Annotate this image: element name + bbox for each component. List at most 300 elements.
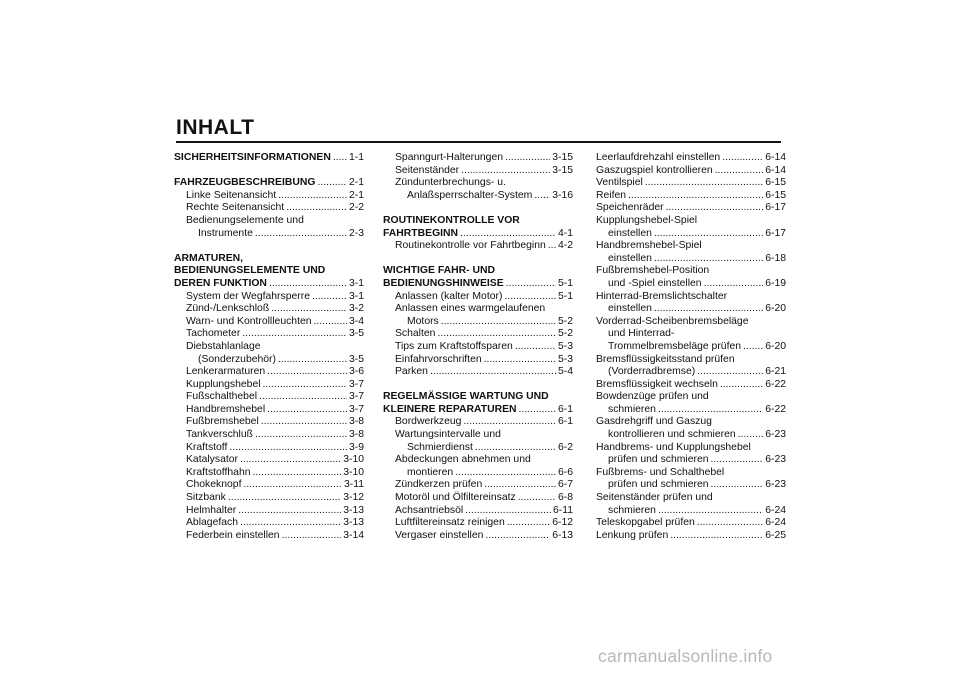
dot-leader — [314, 316, 347, 329]
toc-page-number: 6-19 — [765, 277, 786, 289]
toc-entry[interactable] — [383, 416, 573, 429]
toc-entry-title: BEDIENUNGSELEMENTE UND — [174, 265, 326, 277]
toc-line — [174, 442, 364, 455]
toc-entry[interactable] — [383, 240, 573, 253]
toc-entry-title: Reifen — [596, 189, 627, 201]
toc-entry-title: Leerlaufdrehzahl einstellen — [596, 152, 721, 163]
toc-entry[interactable] — [596, 379, 786, 392]
toc-entry[interactable] — [383, 530, 573, 543]
toc-entry[interactable] — [383, 341, 573, 354]
dot-leader — [333, 152, 347, 165]
toc-line — [596, 265, 786, 278]
toc-line — [383, 391, 573, 404]
toc-entry[interactable] — [174, 328, 364, 341]
toc-page-number: 3-5 — [348, 353, 364, 365]
watermark: carmanualsonline.info — [598, 646, 773, 666]
toc-entry[interactable] — [383, 454, 573, 479]
toc-line — [174, 253, 364, 266]
dot-leader — [711, 454, 764, 467]
toc-page-number: 6-21 — [765, 366, 786, 378]
toc-line — [596, 354, 786, 367]
toc-entry-title: Lenkerarmaturen — [186, 366, 266, 378]
toc-entry-title: Fußschalthebel — [186, 391, 258, 403]
toc-line — [174, 177, 364, 190]
toc-entry-title: DEREN FUNKTION — [174, 277, 267, 289]
dot-leader — [519, 404, 556, 417]
toc-entry[interactable] — [174, 341, 364, 366]
toc-page-number: 6-2 — [557, 441, 573, 453]
toc-entry-title: BEDIENUNGSHINWEISE — [383, 277, 504, 289]
toc-line — [174, 379, 364, 392]
toc-page-number: 3-13 — [343, 517, 364, 529]
toc-line — [596, 165, 786, 178]
toc-page-number: 2-1 — [348, 189, 364, 201]
toc-entry-title: Trommelbremsbeläge prüfen — [608, 340, 742, 352]
toc-entry[interactable] — [174, 366, 364, 379]
toc-line — [383, 517, 573, 530]
dot-leader — [286, 202, 347, 215]
toc-line — [596, 379, 786, 392]
toc-line — [383, 530, 573, 543]
dot-leader — [628, 190, 763, 203]
toc-entry-title: Bedienungselemente und — [186, 214, 304, 226]
toc-entry-title: REGELMÄSSIGE WARTUNG UND — [383, 391, 549, 403]
toc-entry-title: Tankverschluß — [186, 429, 253, 441]
dot-leader — [548, 240, 556, 253]
toc-entry-title: (Sonderzubehör) — [198, 353, 276, 365]
toc-line — [596, 391, 786, 404]
toc-page-number: 6-15 — [765, 189, 786, 201]
toc-line — [383, 429, 573, 442]
toc-line — [174, 454, 364, 467]
toc-entry[interactable] — [596, 530, 786, 543]
toc-page-number: 3-1 — [348, 277, 364, 289]
dot-leader — [645, 177, 763, 190]
toc-entry-title: Kupplungshebel-Spiel — [596, 214, 698, 226]
dot-leader — [504, 291, 556, 304]
dot-leader — [437, 328, 556, 341]
toc-column-2 — [383, 152, 573, 542]
dot-leader — [515, 341, 556, 354]
toc-entry[interactable] — [174, 517, 364, 530]
dot-leader — [269, 278, 347, 291]
toc-page-number: 5-1 — [557, 290, 573, 302]
toc-page-number: 3-7 — [348, 378, 364, 390]
toc-entry-title: Bremsflüssigkeitsstand prüfen — [596, 353, 735, 365]
toc-entry[interactable] — [174, 215, 364, 240]
toc-entry[interactable] — [596, 416, 786, 441]
toc-entry[interactable] — [174, 530, 364, 543]
dot-leader — [484, 479, 556, 492]
toc-page-number: 3-15 — [552, 164, 573, 176]
toc-line — [174, 479, 364, 492]
dot-leader — [238, 505, 341, 518]
toc-entry[interactable] — [174, 442, 364, 455]
toc-entry[interactable] — [383, 265, 573, 290]
toc-entry-title: FAHRTBEGINN — [383, 227, 459, 239]
toc-entry-title: Anlassen (kalter Motor) — [395, 290, 503, 302]
toc-entry-title: System der Wegfahrsperre — [186, 290, 310, 302]
toc-page-number: 5-2 — [557, 315, 573, 327]
toc-entry-title: Ventilspiel — [596, 177, 643, 189]
toc-entry[interactable] — [596, 354, 786, 379]
toc-entry-title: Sitzbank — [186, 492, 226, 504]
toc-page-number: 4-1 — [557, 227, 573, 239]
toc-entry-title: Chokeknopf — [186, 479, 242, 491]
toc-line — [174, 328, 364, 341]
toc-page-number: 6-22 — [765, 403, 786, 415]
toc-entry[interactable] — [174, 316, 364, 329]
toc-column-1 — [174, 152, 364, 542]
toc-entry[interactable] — [174, 505, 364, 518]
toc-entry[interactable] — [174, 479, 364, 492]
toc-entry[interactable] — [174, 416, 364, 429]
toc-page-number: 6-22 — [765, 378, 786, 390]
dot-leader — [255, 228, 347, 241]
toc-page-number: 3-11 — [343, 479, 364, 491]
dot-leader — [261, 416, 347, 429]
toc-line — [383, 228, 573, 241]
toc-entry[interactable] — [174, 190, 364, 203]
toc-line — [383, 177, 573, 190]
toc-entry-title: Zündkerzen prüfen — [395, 479, 483, 491]
dot-leader — [711, 479, 764, 492]
toc-entry-title: Parken — [395, 366, 428, 378]
toc-page-number: 6-25 — [765, 529, 786, 541]
toc-entry-title: Wartungsintervalle und — [395, 429, 501, 441]
toc-entry[interactable] — [383, 517, 573, 530]
toc-line — [596, 215, 786, 228]
toc-entry-title: Linke Seitenansicht — [186, 189, 277, 201]
toc-entry-title: FAHRZEUGBESCHREIBUNG — [174, 177, 316, 189]
toc-entry-title: Vergaser einstellen — [395, 529, 484, 541]
toc-entry-title: Handbremshebel-Spiel — [596, 240, 702, 252]
toc-line — [383, 291, 573, 304]
toc-line — [174, 391, 364, 404]
toc-line — [596, 416, 786, 429]
toc-entry-title: SICHERHEITSINFORMATIONEN — [174, 152, 331, 163]
dot-leader — [243, 479, 342, 492]
toc-page-number: 3-7 — [348, 403, 364, 415]
toc-entry-title: Ablagefach — [186, 517, 238, 529]
toc-entry[interactable] — [596, 165, 786, 178]
toc-line — [383, 354, 573, 367]
toc-entry-title: Zünd-/Lenkschloß — [186, 303, 270, 315]
toc-entry-title: Tachometer — [186, 328, 241, 340]
toc-entry[interactable] — [596, 240, 786, 265]
toc-entry[interactable] — [174, 404, 364, 417]
toc-line — [383, 442, 573, 455]
toc-entry[interactable] — [383, 505, 573, 518]
toc-line — [174, 278, 364, 291]
dot-leader — [255, 429, 347, 442]
dot-leader — [654, 303, 763, 316]
toc-entry-title: schmieren — [608, 403, 656, 415]
toc-page-number: 6-7 — [557, 479, 573, 491]
dot-leader — [242, 328, 347, 341]
toc-entry-title: Fußbremshebel-Position — [596, 265, 710, 277]
toc-line — [383, 190, 573, 203]
toc-entry[interactable] — [174, 429, 364, 442]
toc-entry-title: Lenkung prüfen — [596, 529, 669, 541]
toc-entry[interactable] — [383, 492, 573, 505]
toc-entry-title: Anlaßsperrschalter-System — [407, 189, 533, 201]
toc-entry-title: einstellen — [608, 303, 652, 315]
toc-entry-title: Handbremshebel — [186, 403, 266, 415]
toc-entry-title: Instrumente — [198, 227, 253, 239]
toc-page-number: 2-1 — [348, 177, 364, 189]
toc-line — [596, 202, 786, 215]
toc-entry[interactable] — [383, 152, 573, 165]
toc-page-number: 3-2 — [348, 303, 364, 315]
dot-leader — [228, 492, 341, 505]
toc-line — [174, 366, 364, 379]
toc-line — [596, 190, 786, 203]
toc-entry[interactable] — [596, 391, 786, 416]
toc-entry[interactable] — [383, 429, 573, 454]
toc-page-number: 6-11 — [552, 504, 573, 516]
toc-entry-title: Katalysator — [186, 454, 238, 466]
toc-entry-title: (Vorderradbremse) — [608, 366, 696, 378]
dot-leader — [312, 291, 347, 304]
toc-entry[interactable] — [174, 467, 364, 480]
toc-entry[interactable] — [596, 265, 786, 290]
dot-leader — [484, 354, 556, 367]
toc-line — [383, 505, 573, 518]
toc-line — [383, 341, 573, 354]
toc-entry[interactable] — [383, 328, 573, 341]
toc-entry[interactable] — [596, 152, 786, 165]
toc-entry-title: prüfen und schmieren — [608, 454, 709, 466]
toc-entry[interactable] — [174, 379, 364, 392]
toc-entry-title: kontrollieren und schmieren — [608, 429, 736, 441]
toc-line — [596, 442, 786, 455]
toc-entry[interactable] — [596, 492, 786, 517]
dot-leader — [463, 416, 556, 429]
toc-entry-title: Fußbremshebel — [186, 416, 259, 428]
toc-page-number: 6-23 — [765, 429, 786, 441]
dot-leader — [697, 366, 763, 379]
toc-line — [383, 278, 573, 291]
toc-entry[interactable] — [383, 215, 573, 240]
toc-page-number: 6-20 — [765, 303, 786, 315]
dot-leader — [715, 165, 764, 178]
toc-page-number: 6-24 — [765, 517, 786, 529]
toc-column-3 — [596, 152, 786, 542]
toc-entry-title: Helmhalter — [186, 504, 237, 516]
toc-page-number: 6-17 — [765, 202, 786, 214]
toc-line — [174, 215, 364, 228]
toc-entry-title: WICHTIGE FAHR- UND — [383, 265, 495, 277]
dot-leader — [278, 354, 347, 367]
toc-entry[interactable] — [174, 202, 364, 215]
dot-leader — [518, 492, 556, 505]
toc-line — [383, 404, 573, 417]
toc-line — [596, 429, 786, 442]
toc-entry-title: und -Spiel einstellen — [608, 277, 702, 289]
toc-line — [383, 265, 573, 278]
toc-line — [174, 316, 364, 329]
toc-page-number: 3-12 — [343, 492, 364, 504]
toc-entry-title: Anlassen eines warmgelaufenen — [395, 303, 546, 315]
toc-entry[interactable] — [383, 366, 573, 379]
toc-entry[interactable] — [596, 177, 786, 190]
dot-leader — [654, 253, 763, 266]
toc-line — [596, 366, 786, 379]
toc-page-number: 6-23 — [765, 479, 786, 491]
toc-entry[interactable] — [174, 492, 364, 505]
dot-leader — [534, 190, 550, 203]
toc-entry[interactable] — [174, 391, 364, 404]
toc-line — [174, 530, 364, 543]
toc-line — [596, 253, 786, 266]
toc-entry-title: montieren — [407, 466, 454, 478]
toc-entry[interactable] — [383, 291, 573, 304]
toc-entry[interactable] — [174, 177, 364, 190]
dot-leader — [654, 228, 763, 241]
toc-line — [596, 467, 786, 480]
toc-entry-title: Tips zum Kraftstoffsparen — [395, 340, 513, 352]
toc-page-number: 2-3 — [348, 227, 364, 239]
toc-line — [174, 228, 364, 241]
toc-entry[interactable] — [383, 165, 573, 178]
toc-line — [174, 265, 364, 278]
toc-line — [174, 492, 364, 505]
toc-entry-title: Schalten — [395, 328, 436, 340]
toc-entry[interactable] — [174, 291, 364, 304]
toc-entry[interactable] — [174, 152, 364, 165]
toc-entry-title: Seitenständer — [395, 164, 460, 176]
toc-entry[interactable] — [596, 316, 786, 354]
toc-entry-title: Kraftstoff — [186, 441, 228, 453]
toc-entry-title: ARMATUREN, — [174, 252, 244, 264]
toc-entry-title: Bordwerkzeug — [395, 416, 462, 428]
toc-entry-title: Einfahrvorschriften — [395, 353, 482, 365]
toc-page-number: 3-10 — [343, 454, 364, 466]
toc-entry-title: Teleskopgabel prüfen — [596, 517, 695, 529]
toc-line — [596, 228, 786, 241]
toc-entry-title: Warn- und Kontrollleuchten — [186, 315, 312, 327]
dot-leader — [670, 530, 763, 543]
toc-page-number: 3-16 — [552, 189, 573, 201]
toc-entry-title: Seitenständer prüfen und — [596, 492, 713, 504]
toc-entry-title: Gasdrehgriff und Gaszug — [596, 416, 712, 428]
toc-entry[interactable] — [174, 454, 364, 467]
toc-entry-title: einstellen — [608, 227, 652, 239]
toc-line — [174, 303, 364, 316]
toc-entry[interactable] — [383, 479, 573, 492]
toc-line — [383, 467, 573, 480]
toc-entry-title: Motors — [407, 315, 439, 327]
toc-line — [174, 429, 364, 442]
toc-entry[interactable] — [596, 190, 786, 203]
toc-page-number: 3-6 — [348, 366, 364, 378]
toc-entry[interactable] — [383, 177, 573, 202]
toc-line — [174, 202, 364, 215]
toc-entry-title: Bowdenzüge prüfen und — [596, 391, 709, 403]
dot-leader — [229, 442, 347, 455]
toc-entry[interactable] — [174, 253, 364, 291]
toc-page-number: 3-7 — [348, 391, 364, 403]
dot-leader — [475, 442, 556, 455]
toc-entry[interactable] — [596, 467, 786, 492]
toc-entry-title: Luftfiltereinsatz reinigen — [395, 517, 505, 529]
toc-entry-title: Vorderrad-Scheibenbremsbeläge — [596, 315, 749, 327]
toc-page-number: 5-1 — [557, 277, 573, 289]
dot-leader — [240, 454, 341, 467]
toc-entry[interactable] — [596, 215, 786, 240]
dot-leader — [455, 467, 556, 480]
toc-line — [383, 328, 573, 341]
toc-entry-title: Gaszugspiel kontrollieren — [596, 164, 713, 176]
toc-page-number: 6-6 — [557, 466, 573, 478]
toc-entry[interactable] — [383, 303, 573, 328]
dot-leader — [461, 165, 550, 178]
toc-page-number: 6-23 — [765, 454, 786, 466]
toc-page-number: 3-4 — [348, 315, 364, 327]
toc-line — [383, 316, 573, 329]
toc-page-number: 5-3 — [557, 353, 573, 365]
toc-page-number: 2-2 — [348, 202, 364, 214]
toc-entry-title: Speichenräder — [596, 202, 664, 214]
toc-line — [596, 341, 786, 354]
toc-page-number: 6-8 — [557, 492, 573, 504]
toc-line — [596, 303, 786, 316]
dot-leader — [465, 505, 551, 518]
toc-line — [383, 303, 573, 316]
toc-entry-title: prüfen und schmieren — [608, 479, 709, 491]
toc-line — [596, 152, 786, 165]
toc-entry-title: Handbrems- und Kupplungshebel — [596, 441, 751, 453]
toc-line — [596, 517, 786, 530]
dot-leader — [506, 278, 556, 291]
toc-entry[interactable] — [174, 303, 364, 316]
toc-entry-title: ROUTINEKONTROLLE VOR — [383, 214, 520, 226]
toc-page-number: 3-15 — [552, 152, 573, 163]
toc-page-number: 3-1 — [348, 290, 364, 302]
toc-page-number: 3-9 — [348, 441, 364, 453]
dot-leader — [271, 303, 347, 316]
dot-leader — [282, 530, 342, 543]
toc-line — [174, 404, 364, 417]
toc-line — [596, 404, 786, 417]
toc-line — [596, 240, 786, 253]
toc-entry[interactable] — [596, 202, 786, 215]
toc-entry-title: Zündunterbrechungs- u. — [395, 177, 506, 189]
dot-leader — [743, 341, 763, 354]
page-title: INHALT — [176, 116, 255, 139]
toc-line — [383, 240, 573, 253]
toc-entry-title: Motoröl und Ölfiltereinsatz — [395, 492, 516, 504]
toc-page-number: 4-2 — [557, 240, 573, 252]
toc-line — [596, 505, 786, 518]
toc-entry[interactable] — [383, 391, 573, 416]
toc-entry[interactable] — [596, 517, 786, 530]
toc-page-number: 6-17 — [765, 227, 786, 239]
toc-line — [174, 190, 364, 203]
dot-leader — [267, 404, 347, 417]
dot-leader — [267, 366, 347, 379]
toc-entry[interactable] — [596, 291, 786, 316]
toc-entry[interactable] — [596, 442, 786, 467]
dot-leader — [505, 152, 550, 165]
title-rule — [176, 141, 781, 143]
toc-entry[interactable] — [383, 354, 573, 367]
dot-leader — [720, 379, 763, 392]
toc-line — [596, 479, 786, 492]
toc-page-number: 6-1 — [557, 403, 573, 415]
dot-leader — [704, 278, 764, 291]
